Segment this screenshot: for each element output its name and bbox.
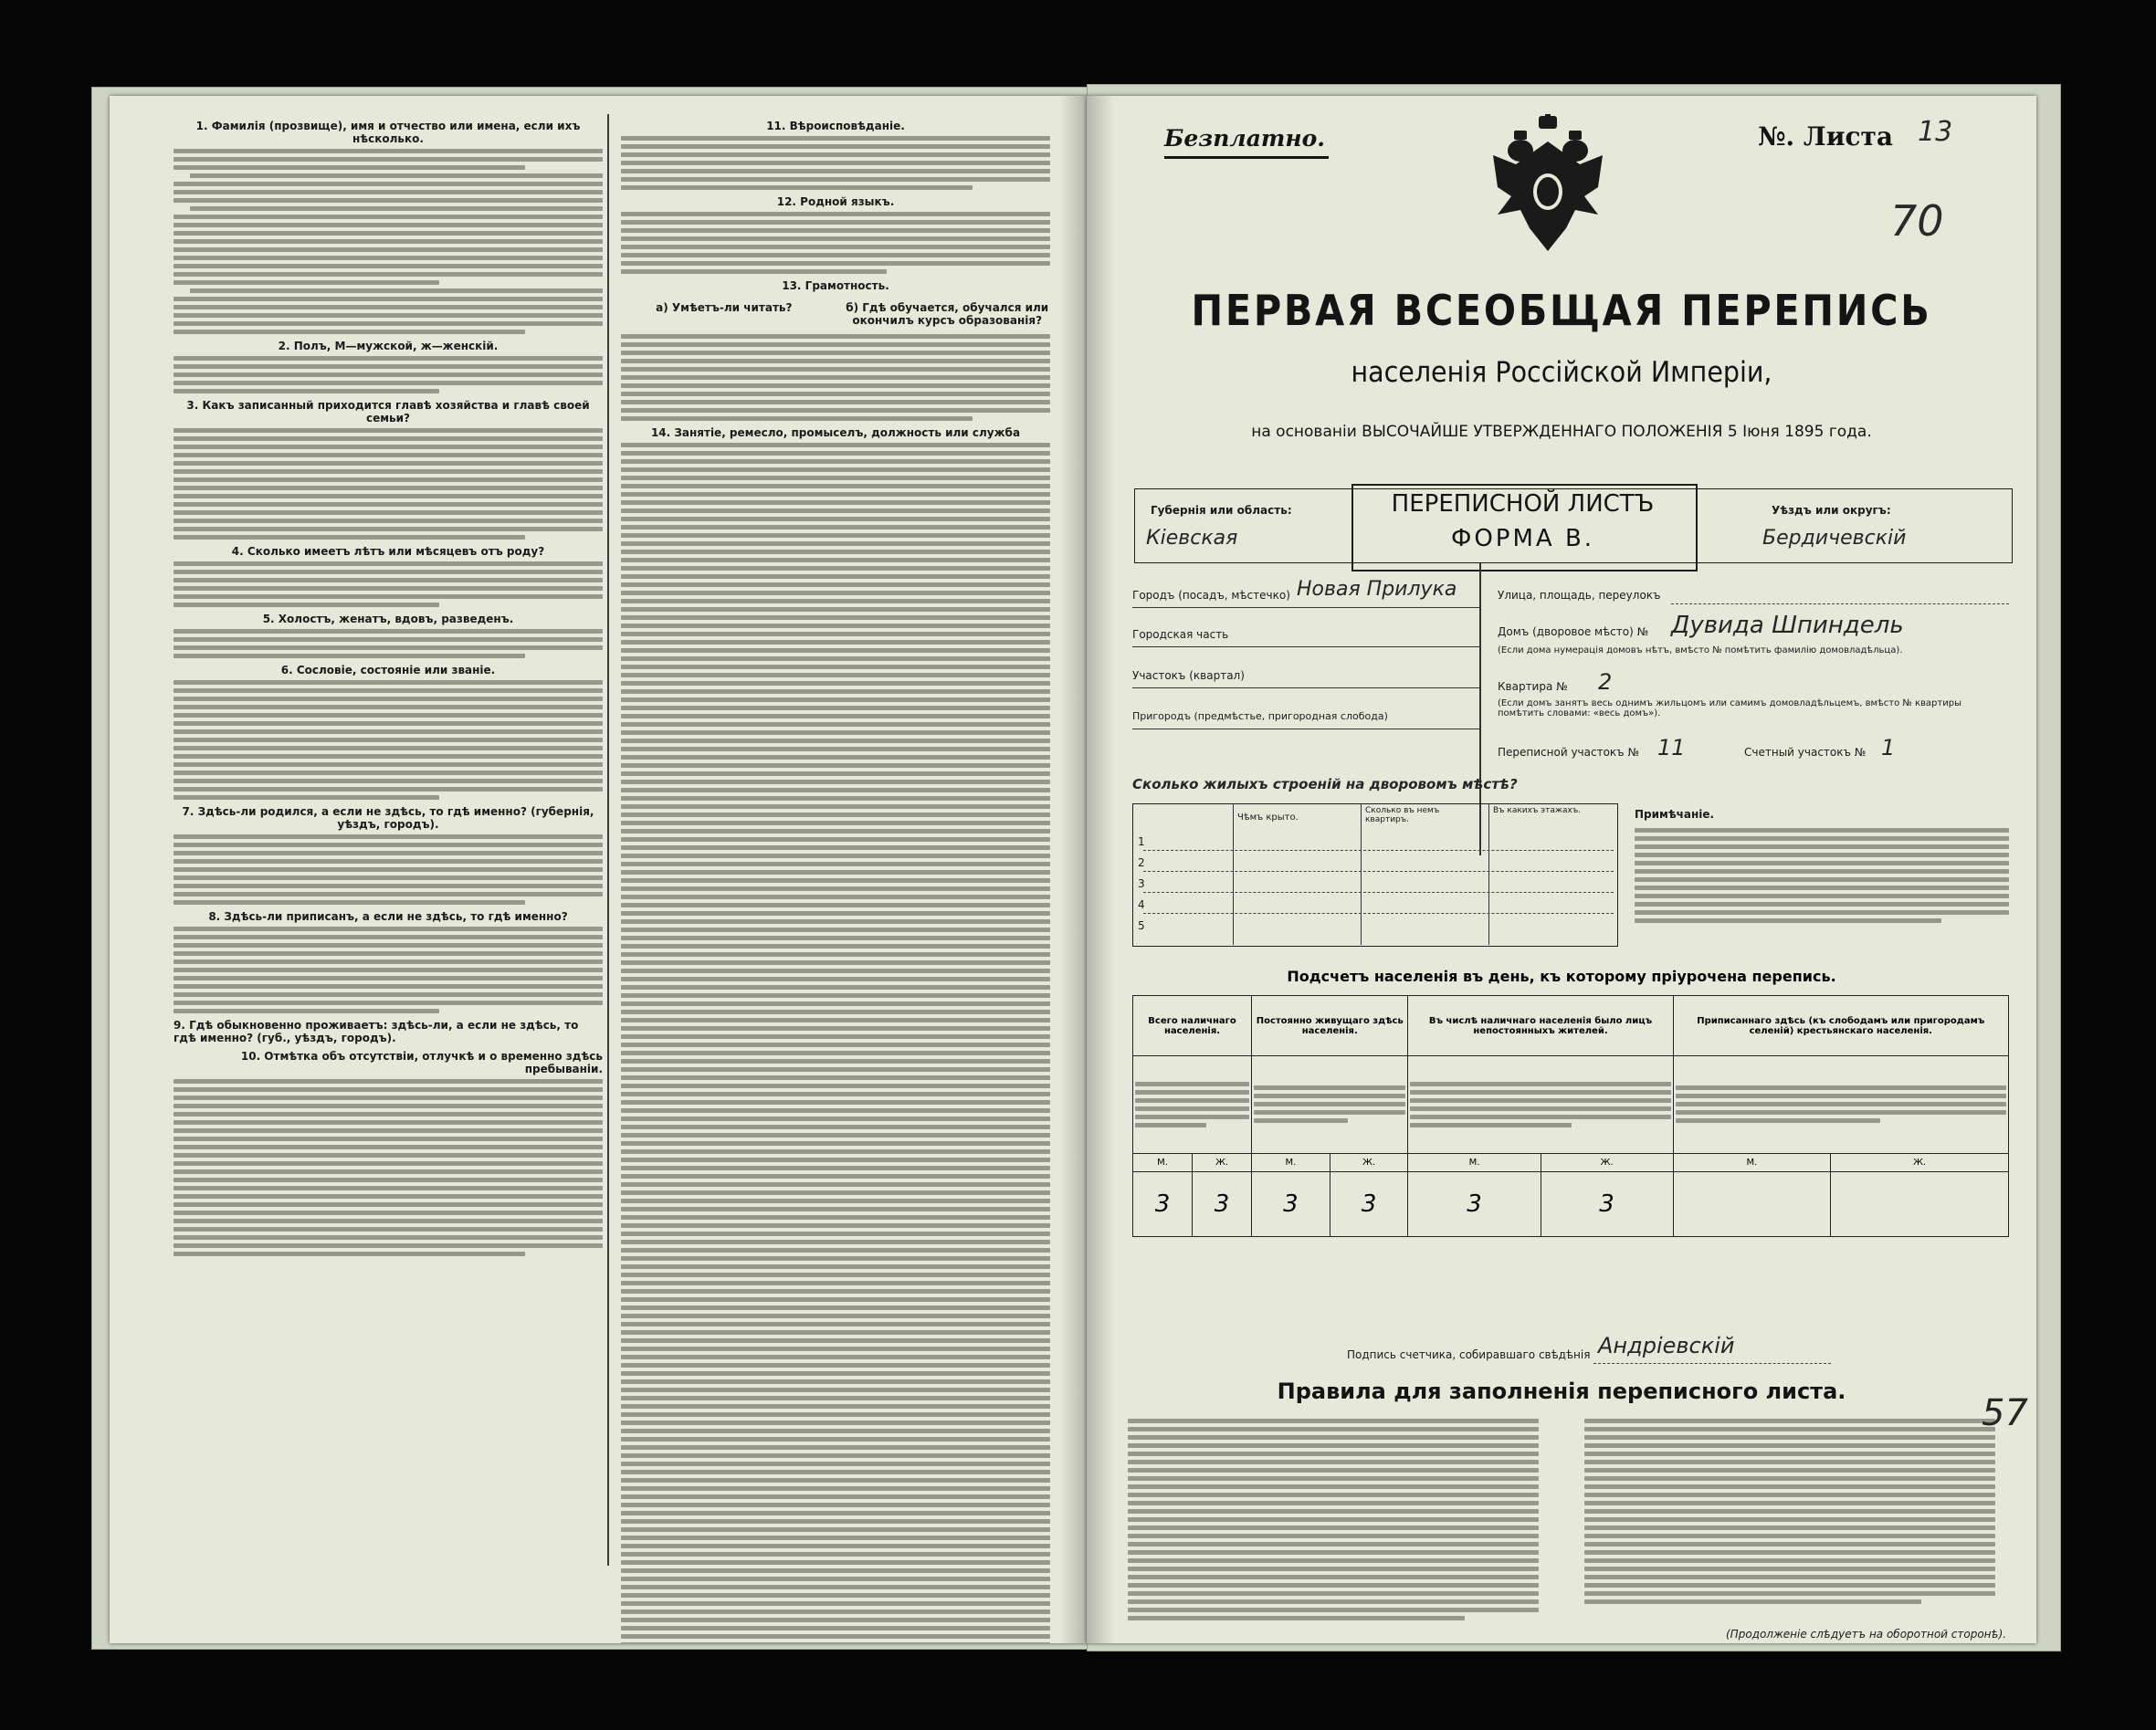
count-value: 3 (1193, 1171, 1252, 1236)
col-f: Ж. (1330, 1153, 1408, 1171)
count-value (1673, 1171, 1831, 1236)
text-block (174, 1079, 603, 1256)
col-f: Ж. (1831, 1153, 2009, 1171)
district-label: Участокъ (квартал) (1132, 669, 1245, 682)
guberniya-value: Кіевская (1146, 527, 1238, 550)
text-block (174, 629, 603, 658)
col-m: М. (1408, 1153, 1541, 1171)
col-m: М. (1673, 1153, 1831, 1171)
sheet-number-value: 13 (1918, 116, 1953, 148)
right-page (1087, 96, 2036, 1643)
buildings-header-2: Сколько въ немъ квартиръ. (1365, 806, 1440, 824)
col-f: Ж. (1193, 1153, 1252, 1171)
col1-heading-6: 6. Сословіе, состояніе или званіе. (280, 664, 496, 676)
buildings-table (1132, 803, 1618, 947)
col1-heading-7: 7. Здѣсь-ли родился, а если не здѣсь, то гдѣ именно? (губернія, уѣздъ, городъ). (182, 805, 594, 831)
col-f: Ж. (1541, 1153, 1673, 1171)
double-headed-eagle-icon (1488, 114, 1607, 260)
count-value: 3 (1408, 1171, 1541, 1236)
handwritten-side-number: 57 (1982, 1392, 2028, 1434)
count-header-1: Всего наличнаго населенія. (1133, 996, 1252, 1056)
count-value: 3 (1252, 1171, 1330, 1236)
house-value: Дувида Шпиндель (1671, 612, 1904, 639)
table-divider (1488, 803, 1489, 945)
text-block (174, 834, 603, 905)
count-area-value: 1 (1881, 735, 1896, 760)
count-header-2: Постоянно живущаго здѣсь населенія. (1252, 996, 1408, 1056)
city-label: Городъ (посадъ, мѣстечко) (1132, 589, 1290, 602)
street-line (1671, 603, 2009, 604)
city-part-label: Городская часть (1132, 628, 1229, 641)
city-line (1132, 607, 1479, 608)
handwritten-number: 70 (1890, 196, 1944, 246)
street-label: Улица, площадь, переулокъ (1498, 589, 1661, 602)
free-label-underline (1164, 156, 1329, 159)
column-divider (607, 114, 609, 1566)
row-line (1143, 913, 1614, 914)
count-header-4: Приписаннаго здѣсь (къ слободамъ или пригородамъ селеній) крестьянскаго населенія. (1673, 996, 2008, 1056)
form-title-2: ФОРМА В. (1450, 525, 1595, 552)
buildings-row-2: 2 (1138, 856, 1145, 869)
count-value: 3 (1133, 1171, 1193, 1236)
form-title-1: ПЕРЕПИСНОЙ ЛИСТЪ (1391, 490, 1655, 518)
text-block (174, 428, 603, 540)
buildings-question: Сколько жилыхъ строеній на дворовомъ мѣстѣ? (1132, 776, 1518, 792)
col2-heading-4: 14. Занятіе, ремесло, промыселъ, должность или служба (650, 426, 1021, 439)
text-block (621, 136, 1050, 190)
text-block (621, 334, 1050, 421)
count-value: 3 (1330, 1171, 1408, 1236)
right-column (621, 114, 1050, 1643)
text-block (621, 212, 1050, 274)
text-block (621, 443, 1050, 1643)
count-value (1831, 1171, 2009, 1236)
col2-heading-3b: б) Гдѣ обучается, обучался или окончилъ курсъ образованія? (846, 301, 1049, 327)
col-m: М. (1252, 1153, 1330, 1171)
count-header-3: Въ числѣ наличнаго населенія было лицъ непостоянныхъ жителей. (1408, 996, 1673, 1056)
subtitle: населенія Россійской Имперіи, (1351, 356, 1772, 389)
table-divider (1233, 803, 1234, 945)
col1-heading-8: 8. Здѣсь-ли приписанъ, а если не здѣсь, то гдѣ именно? (208, 910, 568, 923)
row-line (1143, 892, 1614, 893)
apartment-note: (Если домъ занятъ весь однимъ жильцомъ или самимъ домовладѣльцемъ, вмѣсто № квартиры помѣтить словами: «весь домъ»). (1498, 698, 1961, 718)
sheet-number-label: №. Листа (1758, 121, 1893, 152)
col1-heading-2: 2. Полъ, М—мужской, ж—женскій. (278, 340, 499, 352)
city-part-line (1132, 646, 1479, 647)
col-m: М. (1133, 1153, 1193, 1171)
count-area-label: Счетный участокъ № (1744, 746, 1867, 759)
city-value: Новая Прилука (1297, 578, 1457, 601)
col1-heading-3: 3. Какъ записанный приходится главѣ хозяйства и главѣ своей семьи? (186, 399, 590, 425)
suburb-label: Пригородъ (предмѣстье, пригородная слобода) (1132, 710, 1388, 722)
col2-heading-3a: а) Умѣетъ-ли читать? (656, 301, 793, 314)
row-line (1143, 850, 1614, 851)
buildings-header-1: Чѣмъ крыто. (1237, 813, 1299, 823)
col1-heading-1: 1. Фамилія (прозвище), имя и отчество или имена, если ихъ нѣсколько. (195, 120, 581, 145)
text-block (174, 356, 603, 393)
rules-column-2 (1584, 1415, 1995, 1608)
buildings-row-5: 5 (1138, 919, 1145, 932)
col2-heading-1: 11. Вѣроисповѣданіе. (766, 120, 905, 132)
row-line (1143, 871, 1614, 872)
col1-heading-10: 10. Отмѣтка объ отсутствіи, отлучкѣ и о временно здѣсь пребываніи. (240, 1050, 603, 1075)
house-note: (Если дома нумерація домовъ нѣтъ, вмѣсто № помѣтить фамилію домовладѣльца). (1498, 645, 1903, 655)
col2-heading-3: 13. Грамотность. (782, 279, 889, 292)
rules-column-1 (1128, 1415, 1539, 1624)
basis-line: на основаніи ВЫСОЧАЙШЕ УТВЕРЖДЕННАГО ПОЛОЖЕНІЯ 5 Іюня 1895 года. (1251, 423, 1872, 441)
table-divider (1361, 803, 1362, 945)
free-label: Безплатно. (1164, 125, 1325, 152)
text-block (174, 561, 603, 607)
signature-line (1593, 1363, 1831, 1364)
count-title: Подсчетъ населенія въ день, къ которому пріурочена перепись. (1287, 968, 1836, 985)
count-value: 3 (1541, 1171, 1673, 1236)
guberniya-label: Губернія или область: (1151, 504, 1292, 517)
text-block (174, 927, 603, 1013)
left-page (110, 96, 1087, 1643)
buildings-row-1: 1 (1138, 835, 1145, 848)
buildings-header-3: Въ какихъ этажахъ. (1493, 806, 1582, 815)
literacy-subheadings (621, 296, 1050, 330)
col1-heading-5: 5. Холостъ, женатъ, вдовъ, разведенъ. (262, 613, 514, 625)
buildings-row-3: 3 (1138, 877, 1145, 890)
text-block (174, 149, 603, 334)
uezd-label: Уѣздъ или округъ: (1772, 504, 1891, 517)
district-line (1132, 687, 1479, 688)
apartment-label: Квартира № (1498, 680, 1568, 693)
signature-label: Подпись счетчика, собиравшаго свѣдѣнія (1347, 1348, 1591, 1361)
main-title: ПЕРВАЯ ВСЕОБЩАЯ ПЕРЕПИСЬ (1191, 286, 1932, 335)
col2-heading-2: 12. Родной языкъ. (776, 195, 895, 208)
rules-footer: (Продолженіе слѣдуетъ на оборотной сторонѣ). (1726, 1628, 2007, 1641)
house-label: Домъ (дворовое мѣсто) № (1498, 625, 1649, 638)
population-count-table (1132, 995, 2009, 1237)
note-text (1635, 824, 2009, 927)
note-label: Примѣчаніе. (1635, 808, 1715, 821)
signature-value: Андріевскій (1598, 1333, 1735, 1358)
rules-title: Правила для заполненія переписного листа. (1277, 1379, 1846, 1404)
left-column (174, 114, 603, 1262)
text-block (174, 680, 603, 800)
apartment-value: 2 (1598, 669, 1613, 695)
census-area-label: Переписной участокъ № (1498, 746, 1639, 759)
census-area-value: 11 (1657, 735, 1686, 760)
buildings-row-4: 4 (1138, 898, 1145, 911)
col1-heading-9: 9. Гдѣ обыкновенно проживаетъ: здѣсь-ли, а если не здѣсь, то гдѣ именно? (губ., уѣздъ, городъ). (174, 1019, 579, 1044)
uezd-value: Бердичевскій (1762, 527, 1907, 550)
col1-heading-4: 4. Сколько имеетъ лѣтъ или мѣсяцевъ отъ роду? (231, 545, 545, 558)
